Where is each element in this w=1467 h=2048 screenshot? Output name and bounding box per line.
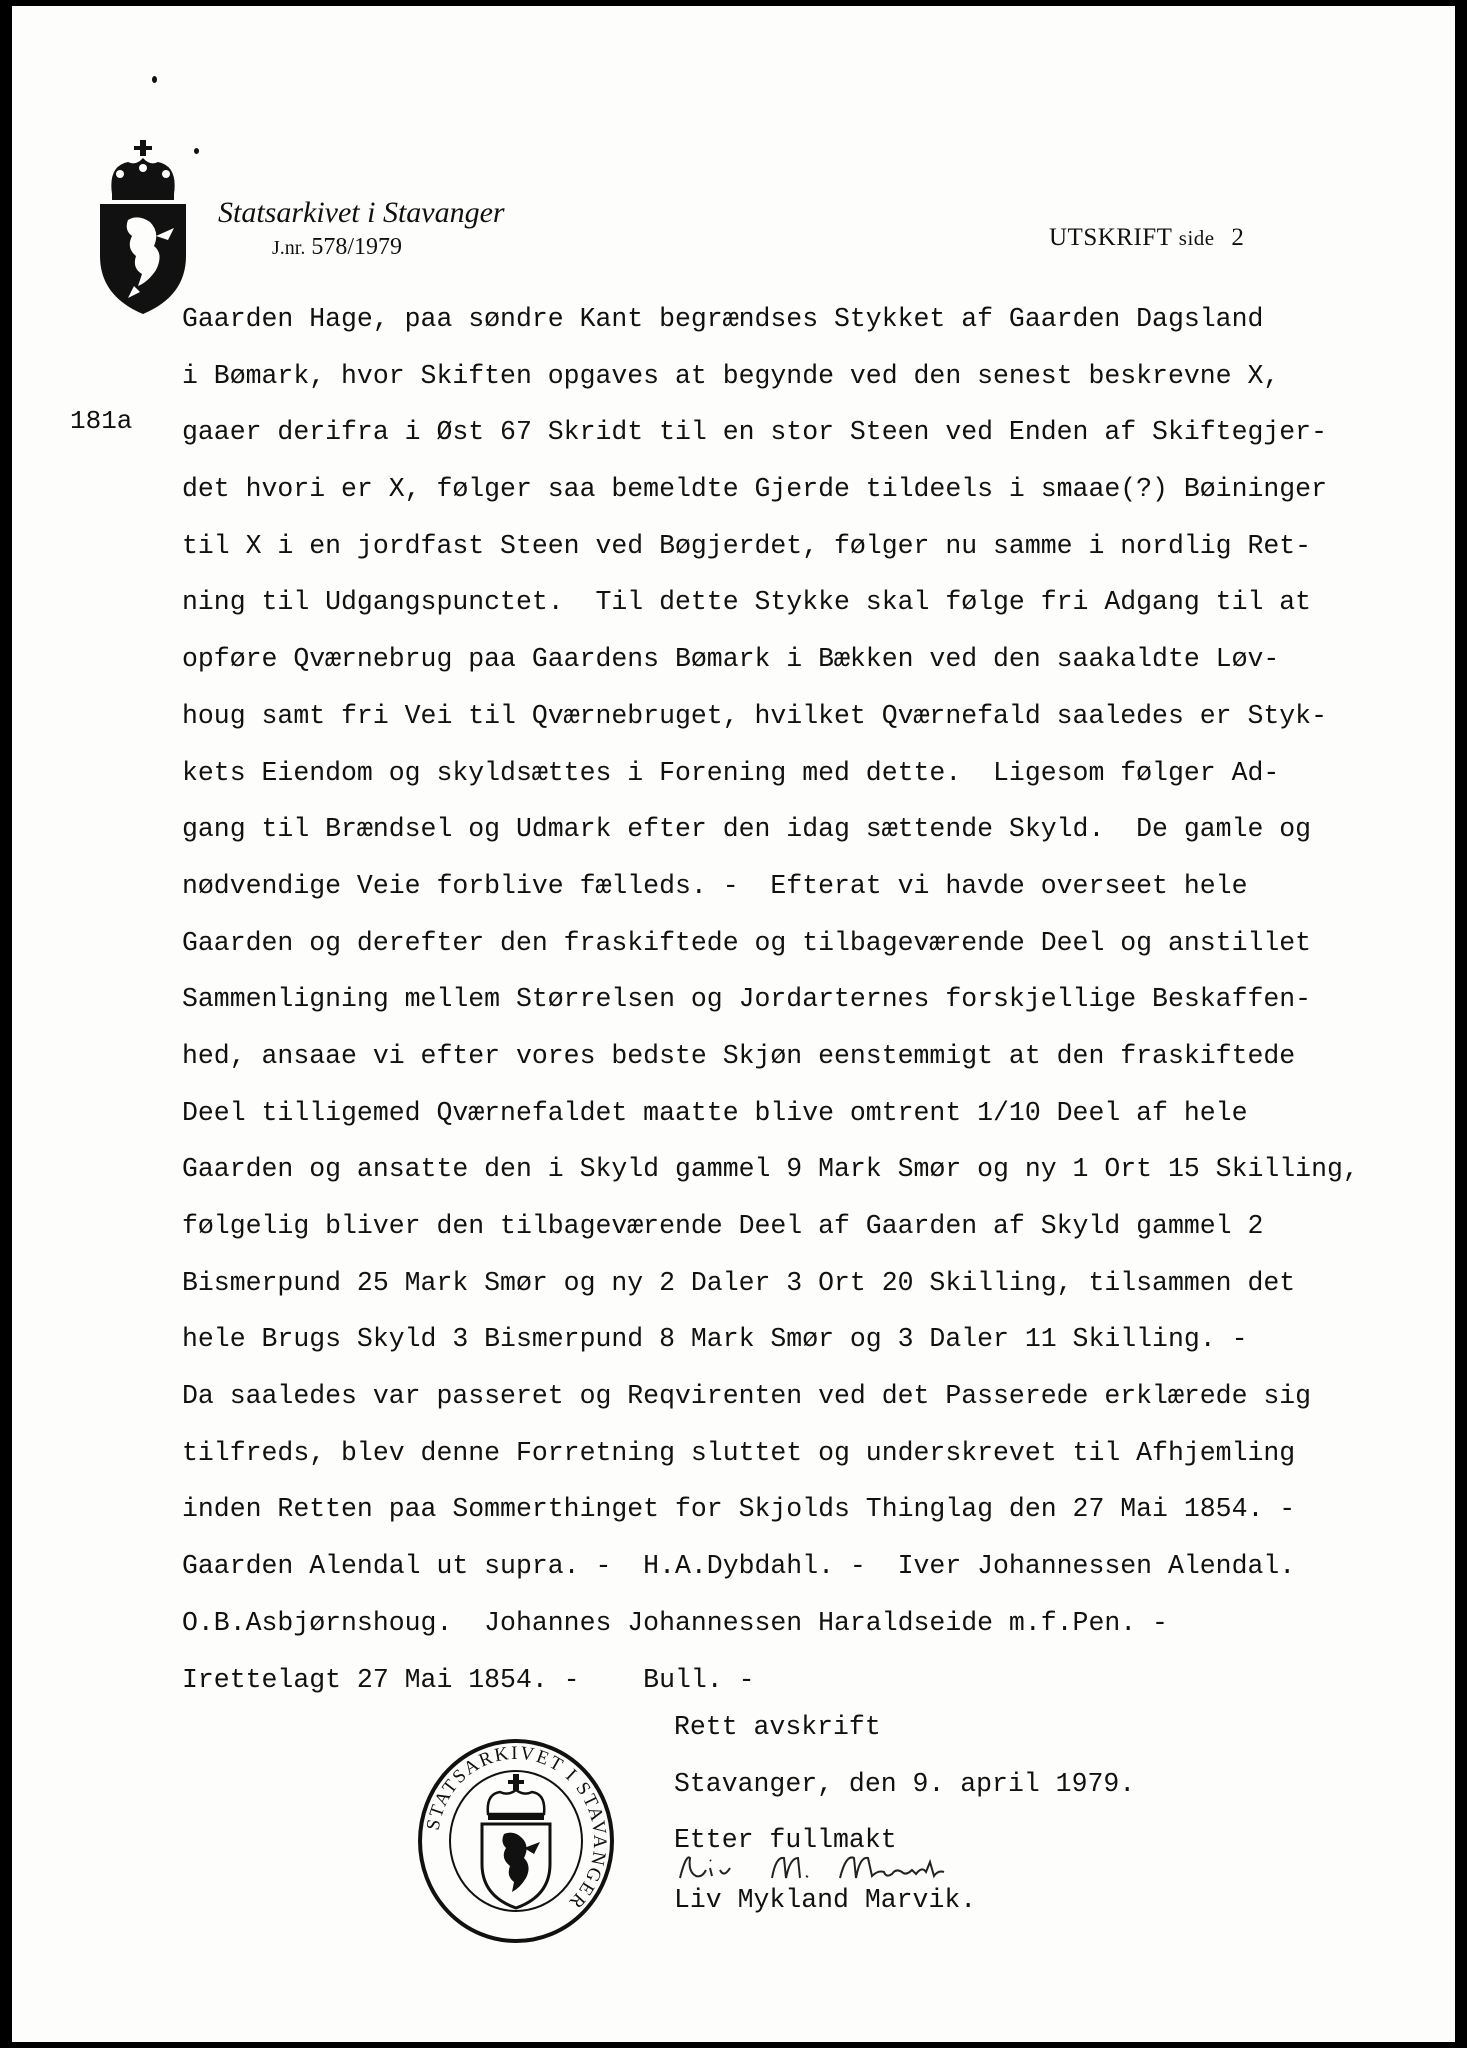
- transcript-line: Irettelagt 27 Mai 1854. - Bull. -: [182, 1664, 755, 1695]
- transcript-line: Bismerpund 25 Mark Smør og ny 2 Daler 3 Ort 20 Skilling, tilsammen det: [182, 1267, 1296, 1298]
- transcript-line: ning til Udgangspunctet. Til dette Stykke skal følge fri Adgang til at: [182, 587, 1312, 618]
- transcript-line: O.B.Asbjørnshoug. Johannes Johannessen Haraldseide m.f.Pen. -: [182, 1607, 1168, 1638]
- transcript-line: Gaarden Alendal ut supra. - H.A.Dybdahl. - Iver Johannessen Alendal.: [182, 1551, 1296, 1582]
- coat-of-arms-icon: [98, 136, 188, 316]
- transcript-line: kets Eiendom og skyldsættes i Forening med dette. Ligesom følger Ad-: [182, 757, 1280, 788]
- archive-seal-stamp: [416, 1736, 616, 1946]
- transcript-line: houg samt fri Vei til Qværnebruget, hvilket Qværnefald saaledes er Styk-: [182, 700, 1327, 731]
- transcript-line: det hvori er X, følger saa bemeldte Gjerde tildeels i smaae(?) Bøininger: [182, 474, 1327, 505]
- seal-text: STATSARKIVET I STAVANGER: [422, 1742, 611, 1914]
- page-label: UTSKRIFT: [1049, 224, 1173, 251]
- signatory-name: Liv Mykland Marvik.: [674, 1885, 977, 1915]
- page-marker: [1049, 224, 1244, 252]
- transcript-body: [182, 291, 1442, 1708]
- certification-line: Rett avskrift: [674, 1712, 881, 1742]
- place-date-line: Stavanger, den 9. april 1979.: [674, 1768, 1136, 1799]
- transcript-line: Sammenligning mellem Størrelsen og Jordarternes forskjellige Beskaffen-: [182, 984, 1312, 1015]
- transcript-line: i Bømark, hvor Skiften opgaves at begynde ved den senest beskrevne X,: [182, 360, 1280, 391]
- transcript-line: gang til Brændsel og Udmark efter den idag sættende Skyld. De gamle og: [182, 814, 1312, 845]
- page-number: 2: [1231, 224, 1245, 251]
- transcript-line: hele Brugs Skyld 3 Bismerpund 8 Mark Smør og 3 Daler 11 Skilling. -: [182, 1324, 1248, 1355]
- closing-block: [674, 1699, 1135, 1869]
- journal-number-value: 578/1979: [311, 234, 403, 260]
- transcript-line: Deel tilligemed Qværnefaldet maatte blive omtrent 1/10 Deel af hele: [182, 1097, 1248, 1128]
- transcript-line: til X i en jordfast Steen ved Bøgjerdet, følger nu samme i nordlig Ret-: [182, 530, 1312, 561]
- transcript-line: opføre Qværnebrug paa Gaardens Bømark i Bækken ved den saakaldte Løv-: [182, 644, 1280, 675]
- transcript-line: hed, ansaae vi efter vores bedste Skjøn eenstemmigt at den fraskiftede: [182, 1040, 1296, 1071]
- document-page: [12, 6, 1455, 2042]
- transcript-line: Da saaledes var passeret og Reqvirenten ved det Passerede erklærede sig: [182, 1381, 1312, 1412]
- transcript-line: tilfreds, blev denne Forretning sluttet og underskrevet til Afhjemling: [182, 1437, 1296, 1468]
- page-side-word: side: [1178, 226, 1215, 250]
- ink-speck: [194, 148, 199, 154]
- transcript-line: nødvendige Veie forblive fælleds. - Efterat vi havde overseet hele: [182, 870, 1248, 901]
- transcript-line: Gaarden og derefter den fraskiftede og tilbageværende Deel og anstillet: [182, 927, 1312, 958]
- transcript-line: inden Retten paa Sommerthinget for Skjolds Thinglag den 27 Mai 1854. -: [182, 1494, 1296, 1525]
- authority-line: Etter fullmakt: [674, 1825, 897, 1856]
- institution-title: Statsarkivet i Stavanger: [218, 196, 505, 229]
- ink-speck: [152, 76, 157, 83]
- transcript-line: Gaarden og ansatte den i Skyld gammel 9 Mark Smør og ny 1 Ort 15 Skilling,: [182, 1154, 1359, 1185]
- transcript-line: gaaer derifra i Øst 67 Skridt til en stor Steen ved Enden af Skiftegjer-: [182, 417, 1327, 448]
- journal-prefix: J.nr.: [272, 237, 306, 259]
- journal-number: [272, 234, 402, 261]
- transcript-line: Gaarden Hage, paa søndre Kant begrændses Stykket af Gaarden Dagsland: [182, 304, 1264, 334]
- transcript-line: følgelig bliver den tilbageværende Deel af Gaarden af Skyld gammel 2: [182, 1211, 1264, 1241]
- margin-folio-note: 181a: [70, 406, 133, 436]
